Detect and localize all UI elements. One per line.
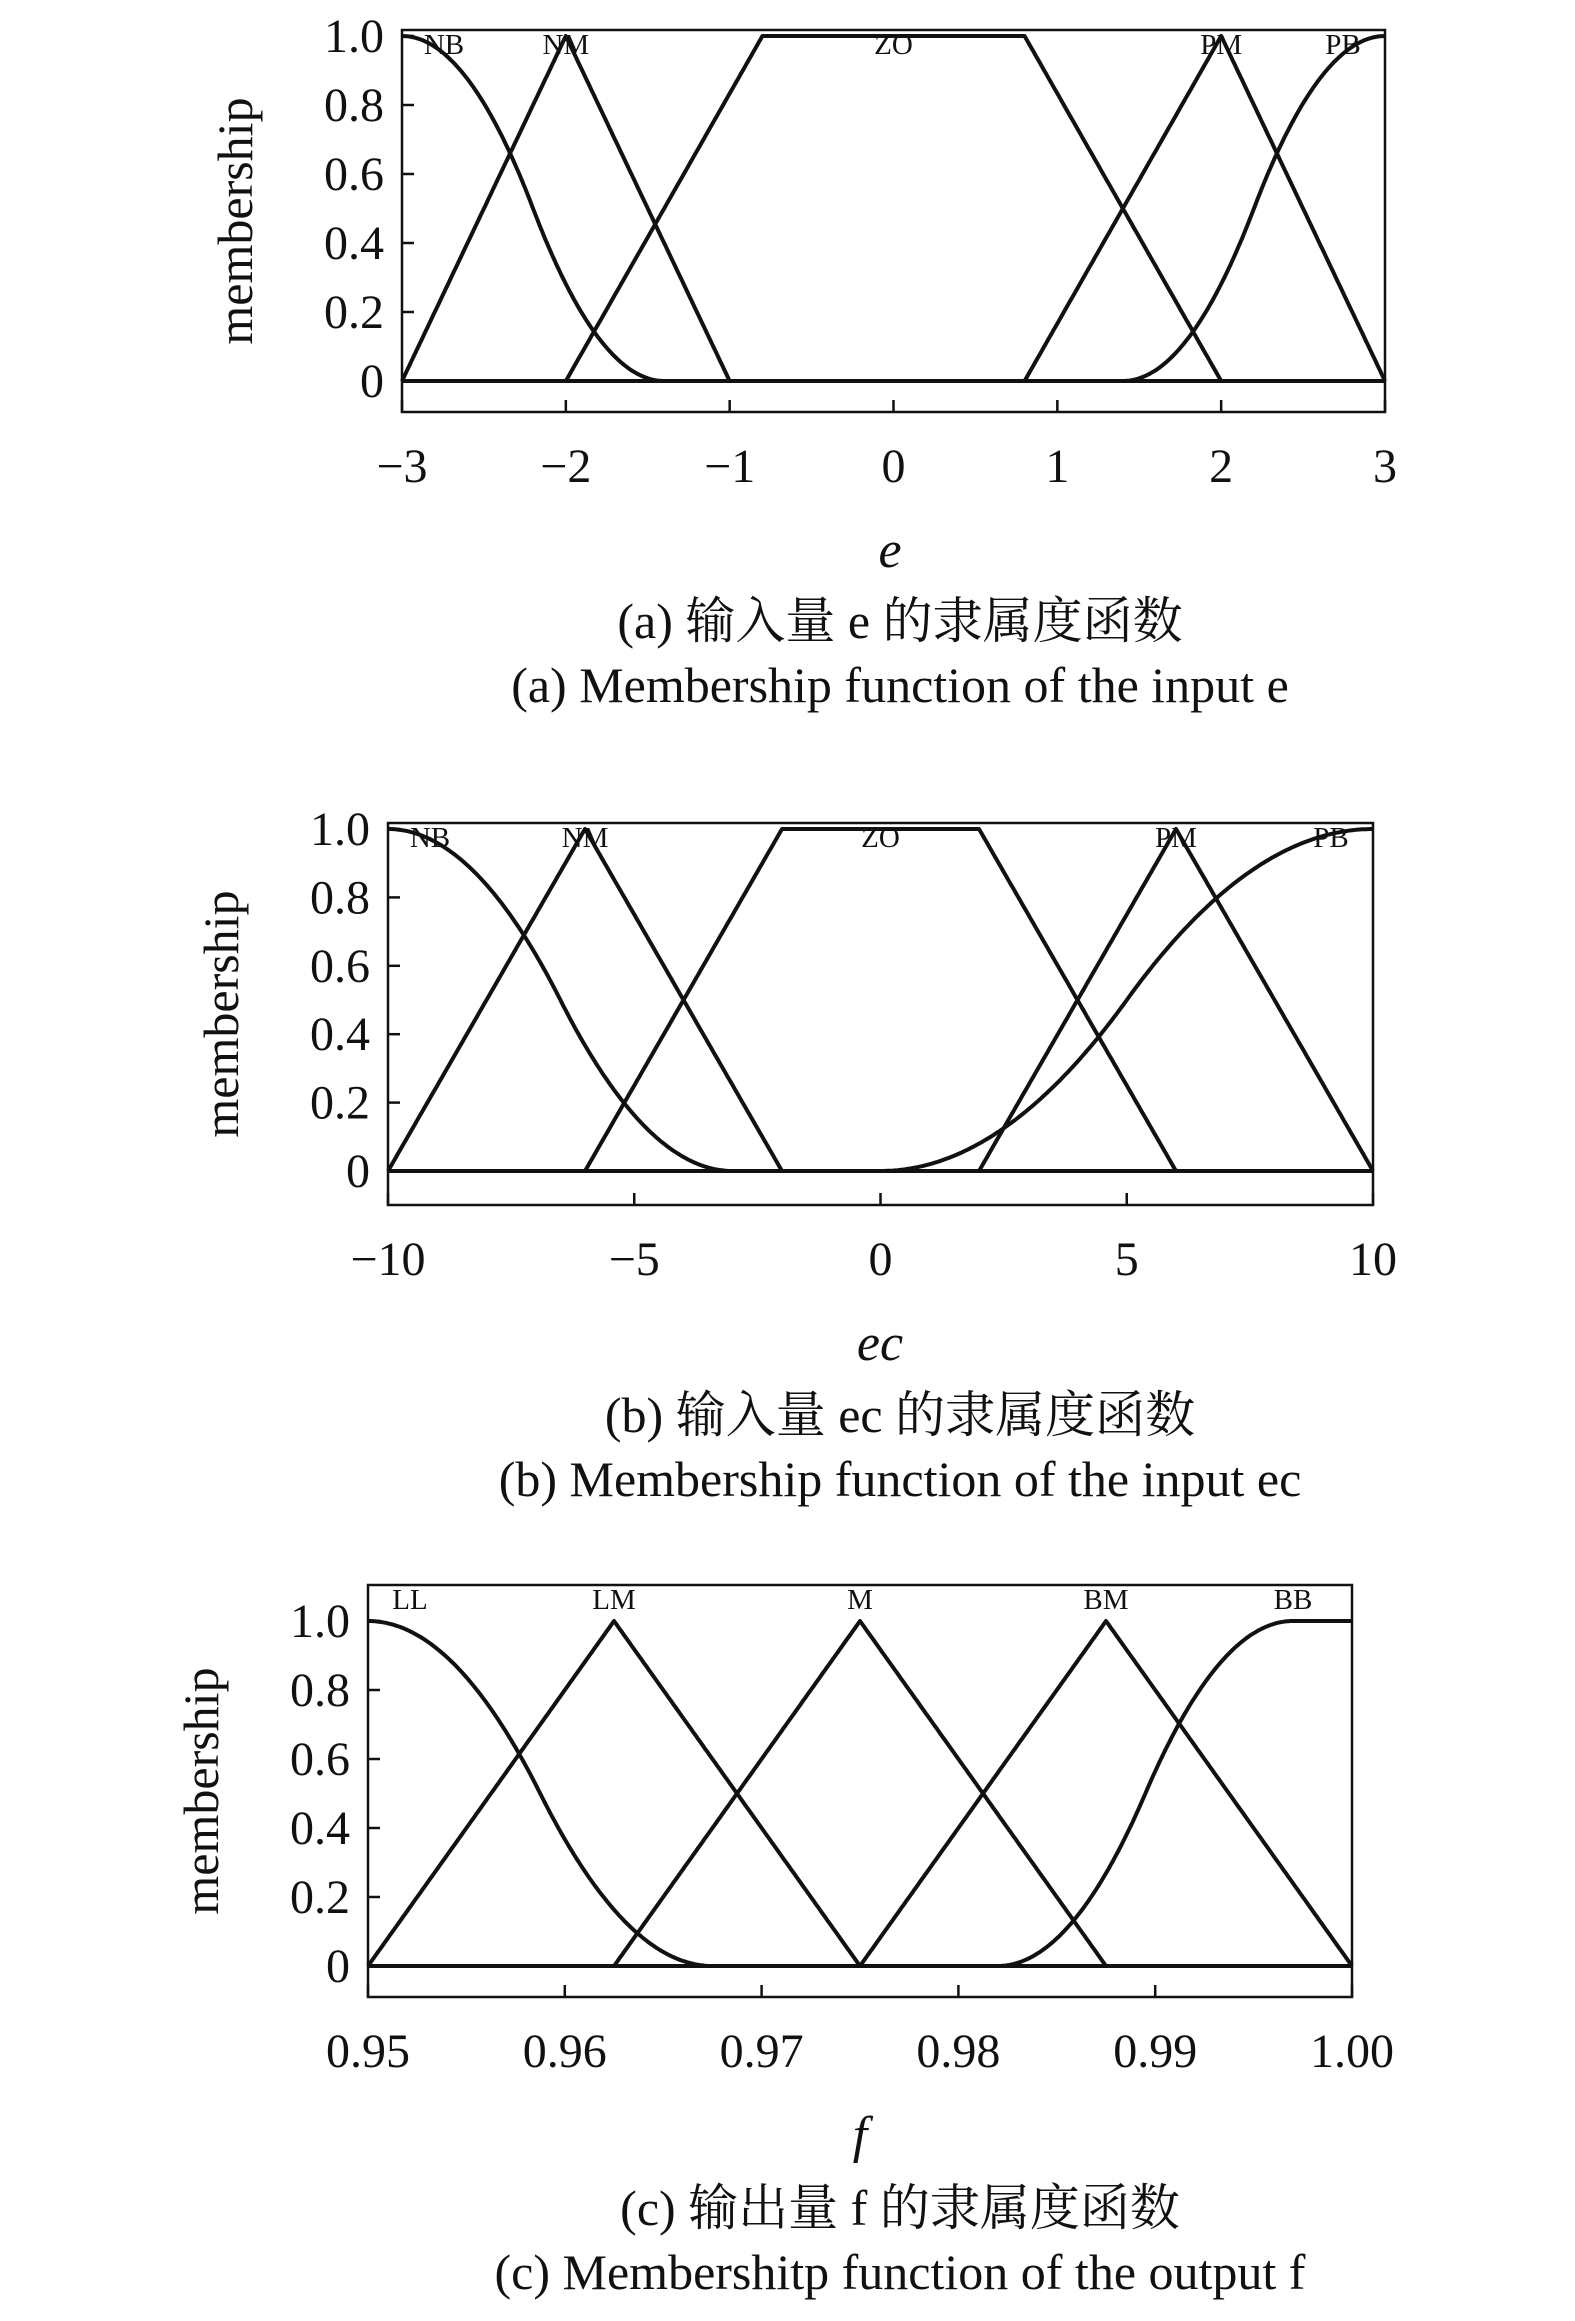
mf-curve-bm <box>368 1621 1352 1966</box>
mf-label-m: M <box>847 1584 873 1616</box>
x-axis-label: e <box>878 522 902 579</box>
x-tick-label: 0 <box>881 440 906 493</box>
y-tick-label: 0.6 <box>290 1733 350 1786</box>
x-tick-label: −2 <box>540 440 592 493</box>
x-tick-label: 5 <box>1114 1233 1139 1286</box>
x-tick-label: −10 <box>350 1233 426 1286</box>
y-tick-label: 0 <box>360 355 384 408</box>
mf-label-ll: LL <box>392 1584 428 1616</box>
y-tick-label: 0.2 <box>324 286 384 339</box>
mf-label-nm: NM <box>561 822 609 854</box>
x-tick-label: 0.96 <box>522 2025 607 2078</box>
mf-label-pm: PM <box>1200 29 1243 61</box>
mf-curve-pb <box>402 36 1385 381</box>
y-tick-label: 1.0 <box>290 1595 350 1648</box>
mf-curve-nb <box>388 829 1373 1171</box>
y-tick-label: 0.8 <box>324 79 384 132</box>
x-tick-label: −5 <box>608 1233 660 1286</box>
mf-label-bm: BM <box>1083 1584 1129 1616</box>
caption-en: (c) Membershitp function of the output f <box>494 2244 1306 2300</box>
mf-label-lm: LM <box>592 1584 636 1616</box>
mf-label-pm: PM <box>1155 822 1197 854</box>
y-tick-label: 0 <box>326 1940 350 1993</box>
y-tick-label: 0.4 <box>324 217 384 270</box>
y-axis-label: membership <box>193 890 249 1138</box>
plot-frame <box>388 823 1373 1205</box>
caption-cn: (b) 输入量 ec 的隶属度函数 <box>604 1387 1196 1443</box>
caption-en: (a) Membership function of the input e <box>511 657 1289 713</box>
panel-a <box>207 10 1397 713</box>
caption-cn: (a) 输入量 e 的隶属度函数 <box>617 593 1183 649</box>
y-tick-label: 0.4 <box>310 1008 370 1062</box>
x-tick-label: −3 <box>376 440 428 493</box>
mf-curve-pb <box>388 829 1373 1171</box>
mf-label-pb: PB <box>1325 29 1361 61</box>
x-tick-label: 0.95 <box>326 2025 410 2078</box>
x-axis-label: ec <box>856 1315 904 1372</box>
x-tick-label: −1 <box>704 440 756 493</box>
y-tick-label: 0.8 <box>310 871 370 925</box>
y-tick-label: 0.4 <box>290 1802 350 1855</box>
mf-curve-m <box>368 1621 1352 1966</box>
y-tick-label: 0.2 <box>290 1871 350 1924</box>
mf-curve-zo <box>388 829 1373 1171</box>
panel-b <box>193 803 1397 1507</box>
y-tick-label: 1.0 <box>310 803 370 856</box>
mf-curve-nm <box>402 36 1385 381</box>
mf-curve-nb <box>402 36 1385 381</box>
mf-label-bb: BB <box>1273 1584 1313 1616</box>
mf-label-zo: ZO <box>861 822 900 854</box>
x-tick-label: 2 <box>1209 440 1234 493</box>
mf-curve-ll <box>368 1621 1352 1966</box>
y-tick-label: 0 <box>346 1145 370 1198</box>
mf-curve-lm <box>368 1621 1352 1966</box>
x-tick-label: 0.98 <box>916 2025 1001 2078</box>
plot-frame <box>368 1585 1352 1997</box>
mf-label-nb: NB <box>409 822 451 854</box>
mf-label-nb: NB <box>423 29 465 61</box>
y-tick-label: 1.0 <box>324 10 384 63</box>
mf-curve-bb <box>368 1621 1352 1966</box>
mf-label-pb: PB <box>1313 822 1349 854</box>
x-tick-label: 10 <box>1349 1233 1397 1286</box>
mf-curve-pm <box>402 36 1385 381</box>
x-tick-label: 0 <box>868 1233 893 1286</box>
y-tick-label: 0.2 <box>310 1076 370 1130</box>
panel-c <box>173 1584 1394 2300</box>
x-tick-label: 0.99 <box>1113 2025 1198 2078</box>
x-axis-label: f <box>852 2107 868 2164</box>
y-tick-label: 0.6 <box>310 939 370 993</box>
mf-curve-nm <box>388 829 1373 1171</box>
mf-curve-zo <box>402 36 1385 381</box>
plot-frame <box>402 30 1385 412</box>
y-axis-label: membership <box>207 97 263 345</box>
caption-cn: (c) 输出量 f 的隶属度函数 <box>620 2180 1180 2236</box>
x-tick-label: 0.97 <box>719 2025 804 2078</box>
y-axis-label: membership <box>173 1667 229 1915</box>
x-tick-label: 3 <box>1373 440 1397 493</box>
x-tick-label: 1.00 <box>1310 2025 1394 2078</box>
mf-curve-pm <box>388 829 1373 1171</box>
caption-en: (b) Membership function of the input ec <box>498 1451 1302 1507</box>
y-tick-label: 0.6 <box>324 148 384 201</box>
mf-label-nm: NM <box>542 29 590 61</box>
mf-label-zo: ZO <box>874 29 913 61</box>
y-tick-label: 0.8 <box>290 1664 350 1717</box>
x-tick-label: 1 <box>1045 440 1070 493</box>
